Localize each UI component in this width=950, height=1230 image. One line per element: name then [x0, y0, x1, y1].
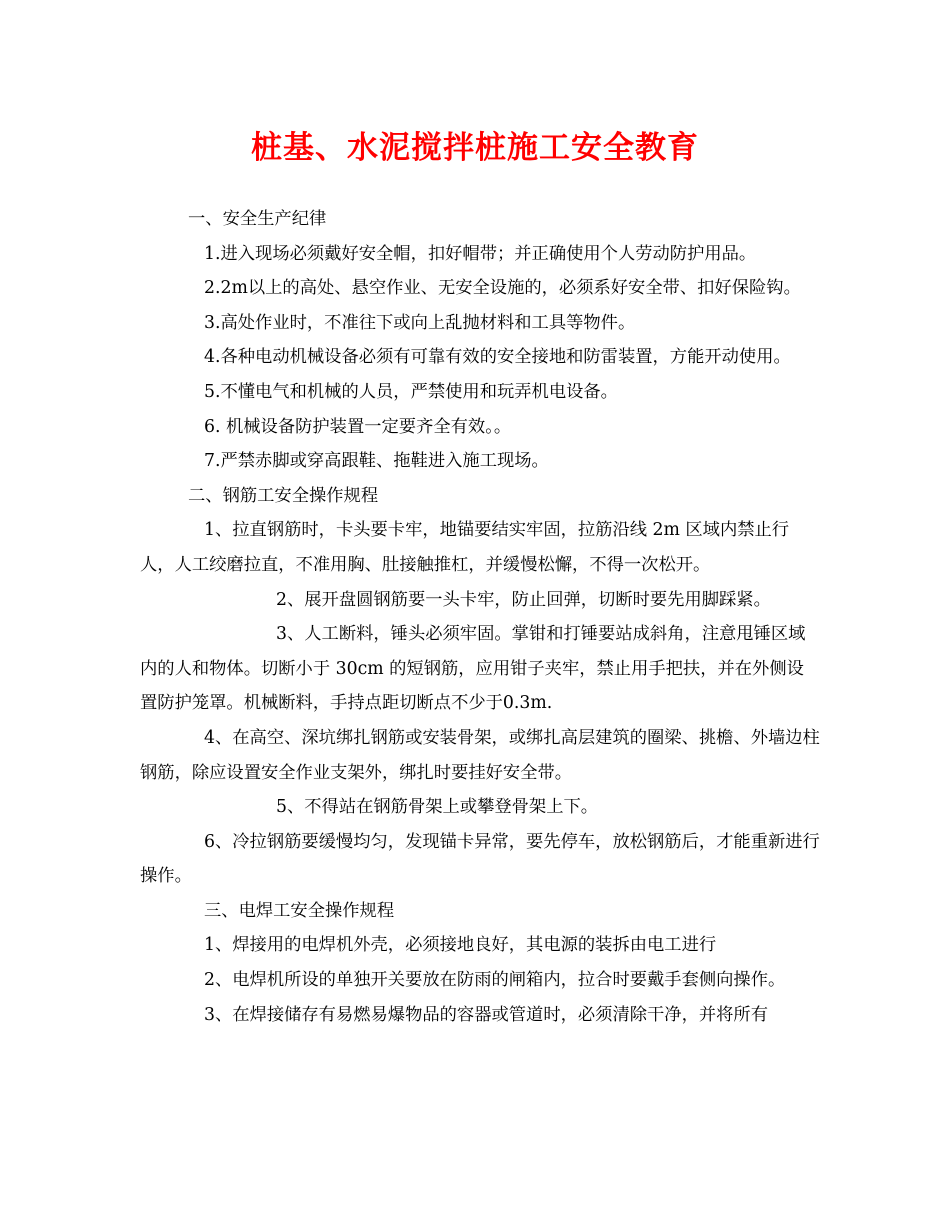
section-heading-3: 三、电焊工安全操作规程 — [204, 900, 395, 921]
document-title: 桩基、水泥搅拌桩施工安全教育 — [251, 130, 699, 166]
paragraph: 5、不得站在钢筋骨架上或攀登骨架上下。 — [276, 797, 599, 818]
paragraph: 2、电焊机所设的单独开关要放在防雨的闸箱内，拉合时要戴手套侧向操作。 — [204, 970, 786, 991]
document-body — [140, 202, 820, 1032]
paragraph: 5.不懂电气和机械的人员，严禁使用和玩弄机电设备。 — [204, 381, 618, 402]
paragraph: 7.严禁赤脚或穿高跟鞋、拖鞋进入施工现场。 — [204, 451, 549, 472]
section-heading-2: 二、钢筋工安全操作规程 — [188, 485, 379, 506]
paragraph: 6. 机械设备防护装置一定要齐全有效。。 — [204, 416, 512, 437]
paragraph: 2.2m以上的高处、悬空作业、无安全设施的，必须系好安全带、扣好保险钩。 — [204, 278, 801, 299]
paragraph: 1、焊接用的电焊机外壳，必须接地良好，其电源的装拆由电工进行 — [204, 935, 717, 956]
paragraph: 2、展开盘圆钢筋要一头卡牢，防止回弹，切断时要先用脚踩紧。 — [276, 589, 771, 610]
paragraph: 1.进入现场必须戴好安全帽，扣好帽带；并正确使用个人劳动防护用品。 — [204, 243, 757, 264]
paragraph: 6、冷拉钢筋要缓慢均匀，发现锚卡异常，要先停车，放松钢筋后，才能重新进行操作。 — [140, 831, 820, 887]
paragraph: 1、拉直钢筋时，卡头要卡牢，地锚要结实牢固，拉筋沿线 2m 区域内禁止行人，人工绞磨拉直，不准用胸、肚接触推杠，并缓慢松懈，不得一次松开。 — [140, 520, 790, 575]
paragraph: 4.各种电动机械设备必须有可靠有效的安全接地和防雷装置，方能开动使用。 — [204, 347, 791, 368]
section-heading-1: 一、安全生产纪律 — [188, 209, 327, 229]
paragraph: 3.高处作业时，不准往下或向上乱抛材料和工具等物件。 — [204, 312, 636, 333]
paragraph: 4、在高空、深坑绑扎钢筋或安装骨架，或绑扎高层建筑的圈梁、挑檐、外墙边柱钢筋，除应设置安全作业支架外，绑扎时要挂好安全带。 — [140, 727, 820, 783]
paragraph: 3、人工断料，锤头必须牢固。掌钳和打锤要站成斜角，注意甩锤区域内的人和物体。切断小于 30cm 的短钢筋，应用钳子夹牢，禁止用手把扶，并在外侧设置防护笼罩。机械断料，手持点距切断点不少于0.3m. — [140, 624, 806, 714]
paragraph: 3、在焊接储存有易燃易爆物品的容器或管道时，必须清除干净，并将所有 — [204, 1004, 768, 1025]
